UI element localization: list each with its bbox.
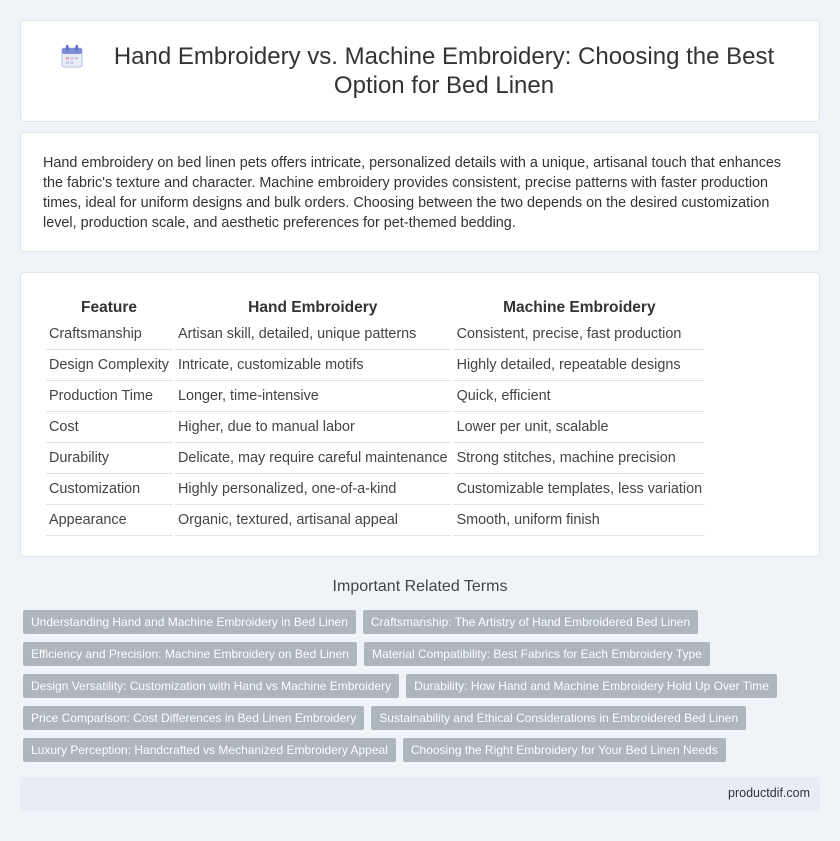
table-cell-feature: Craftsmanship <box>46 319 172 350</box>
table-row <box>46 474 705 505</box>
tag-row <box>23 706 823 730</box>
header-card <box>20 20 820 122</box>
comparison-table <box>43 295 708 536</box>
table-cell-feature: Design Complexity <box>46 350 172 381</box>
tag-row <box>23 610 823 634</box>
table-cell-hand: Delicate, may require careful maintenance <box>175 443 451 474</box>
table-cell-hand: Artisan skill, detailed, unique patterns <box>175 319 451 350</box>
related-term-link[interactable]: Understanding Hand and Machine Embroidery in Bed Linen <box>23 610 356 634</box>
footer <box>20 777 820 810</box>
header-hand-embroidery: Hand Embroidery <box>248 299 378 316</box>
intro-card <box>20 132 820 252</box>
comparison-card <box>20 272 820 557</box>
related-term-link[interactable]: Luxury Perception: Handcrafted vs Mechanized Embroidery Appeal <box>23 738 396 762</box>
table-cell-hand: Organic, textured, artisanal appeal <box>175 505 451 536</box>
table-cell-hand: Longer, time-intensive <box>175 381 451 412</box>
table-cell-machine: Quick, efficient <box>454 381 706 412</box>
table-row <box>46 443 705 474</box>
table-cell-machine: Strong stitches, machine precision <box>454 443 706 474</box>
related-term-link[interactable]: Price Comparison: Cost Differences in Bed Linen Embroidery <box>23 706 364 730</box>
intro-paragraph: Hand embroidery on bed linen pets offers intricate, personalized details with a unique, artisanal touch that enhances the fabric's texture and character. Machine embroidery provides consistent, precise patterns with faster production times, ideal for uniform designs and bulk orders. Choosing between the two depends on the desired customization level, production scale, and aesthetic preferences for pet-themed bedding. <box>43 155 782 231</box>
tag-row <box>23 642 823 666</box>
table-cell-machine: Highly detailed, repeatable designs <box>454 350 706 381</box>
table-cell-feature: Appearance <box>46 505 172 536</box>
table-row <box>46 319 705 350</box>
related-term-link[interactable]: Craftsmanship: The Artistry of Hand Embroidered Bed Linen <box>363 610 698 634</box>
table-cell-feature: Production Time <box>46 381 172 412</box>
page-title: Hand Embroidery vs. Machine Embroidery: Choosing the Best Option for Bed Linen <box>113 43 775 99</box>
table-cell-hand: Intricate, customizable motifs <box>175 350 451 381</box>
footer-site-link[interactable]: productdif.com <box>728 786 810 800</box>
related-terms-list <box>23 610 823 770</box>
table-row <box>46 350 705 381</box>
related-term-link[interactable]: Sustainability and Ethical Considerations in Embroidered Bed Linen <box>371 706 746 730</box>
calendar-icon <box>61 44 83 68</box>
table-row <box>46 381 705 412</box>
related-terms-heading: Important Related Terms <box>332 578 508 595</box>
table-cell-hand: Highly personalized, one-of-a-kind <box>175 474 451 505</box>
related-term-link[interactable]: Choosing the Right Embroidery for Your Bed Linen Needs <box>403 738 726 762</box>
related-term-link[interactable]: Design Versatility: Customization with Hand vs Machine Embroidery <box>23 674 399 698</box>
table-header-row <box>46 295 705 319</box>
related-term-link[interactable]: Material Compatibility: Best Fabrics for Each Embroidery Type <box>364 642 710 666</box>
table-cell-machine: Lower per unit, scalable <box>454 412 706 443</box>
table-row <box>46 505 705 536</box>
table-cell-feature: Customization <box>46 474 172 505</box>
table-cell-feature: Durability <box>46 443 172 474</box>
header-machine-embroidery: Machine Embroidery <box>503 299 656 316</box>
table-cell-feature: Cost <box>46 412 172 443</box>
header-feature: Feature <box>81 299 137 316</box>
related-term-link[interactable]: Durability: How Hand and Machine Embroidery Hold Up Over Time <box>406 674 777 698</box>
table-cell-machine: Smooth, uniform finish <box>454 505 706 536</box>
tag-row <box>23 738 823 762</box>
tag-row <box>23 674 823 698</box>
table-row <box>46 412 705 443</box>
related-term-link[interactable]: Efficiency and Precision: Machine Embroidery on Bed Linen <box>23 642 357 666</box>
table-cell-machine: Consistent, precise, fast production <box>454 319 706 350</box>
table-cell-hand: Higher, due to manual labor <box>175 412 451 443</box>
table-cell-machine: Customizable templates, less variation <box>454 474 706 505</box>
